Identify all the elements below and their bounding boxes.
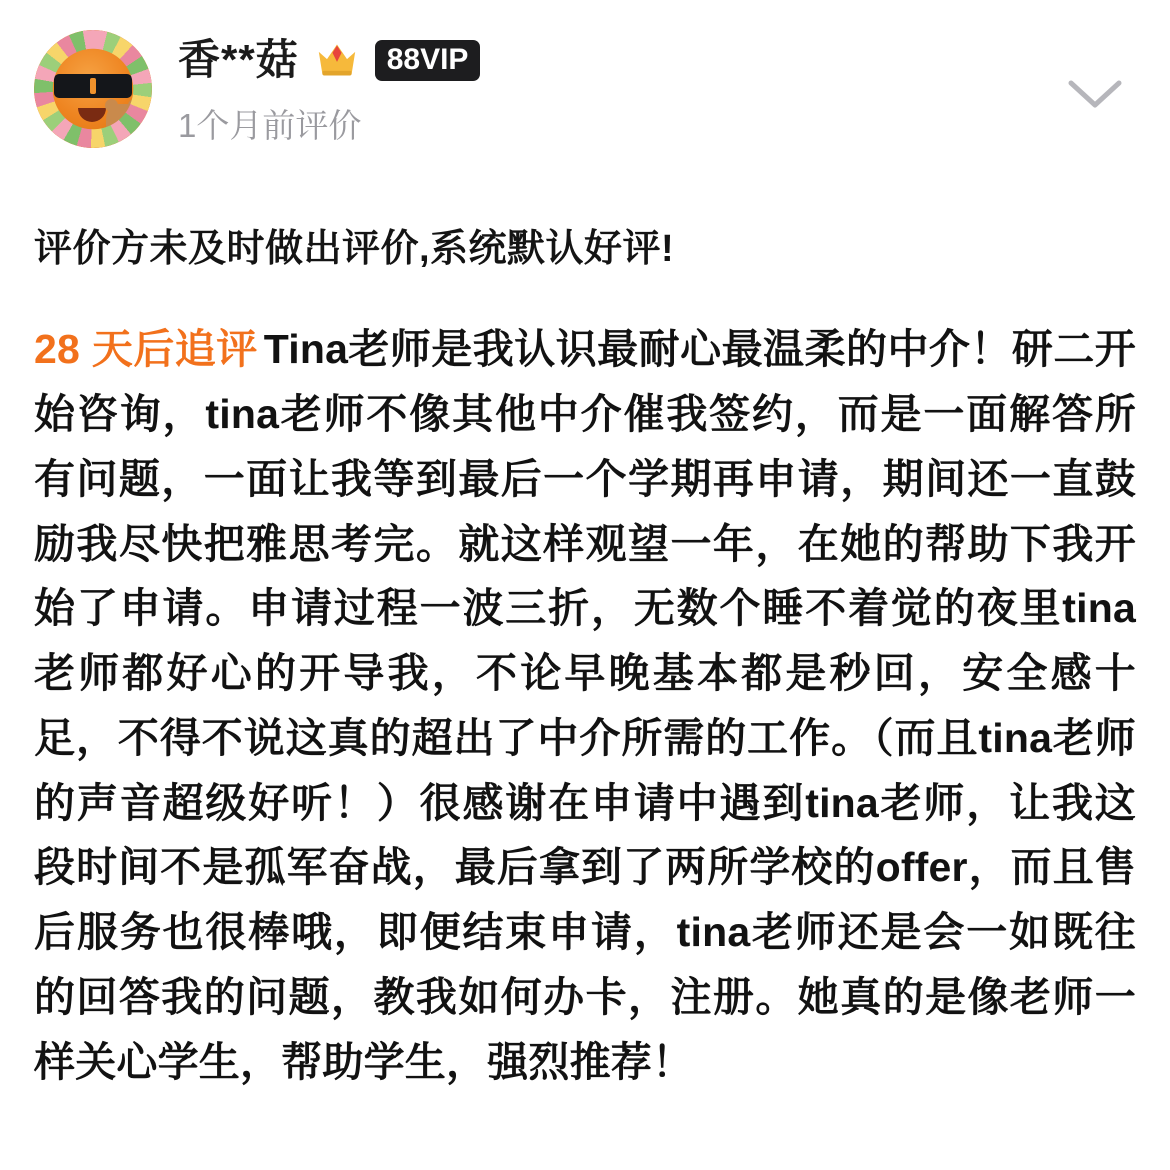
followup-tag-label: 28 天后追评: [34, 326, 258, 373]
review-header: [34, 30, 1136, 160]
name-row: [178, 36, 1136, 84]
review-body: [34, 160, 1136, 1094]
avatar[interactable]: [34, 30, 152, 148]
followup-comment-text: Tina老师是我认识最耐心最温柔的中介！研二开始咨询，tina老师不像其他中介催我签约，而是一面解答所有问题，一面让我等到最后一个学期再申请，期间还一直鼓励我尽快把雅思考完。就这样观望一年，在她的帮助下我开始了申请。申请过程一波三折，无数个睡不着觉的夜里tina老师都好心的开导我，不论早晚基本都是秒回，安全感十足，不得不说这真的超出了中介所需的工作。（而且tina老师的声音超级好听！）很感谢在申请中遇到tina老师，让我这段时间不是孤军奋战，最后拿到了两所学校的offer，而且售后服务也很棒哦，即便结束申请，tina老师还是会一如既往的回答我的问题，教我如何办卡，注册。她真的是像老师一样关心学生，帮助学生，强烈推荐！: [34, 326, 1136, 1085]
followup-comment: [34, 317, 1136, 1094]
chevron-down-icon: [1067, 78, 1123, 112]
initial-comment-text: 评价方未及时做出评价,系统默认好评!: [34, 228, 675, 270]
header-text: [178, 30, 1136, 147]
review-timestamp: 1个月前评价: [178, 107, 362, 145]
user-name: 香**菇: [178, 36, 299, 83]
floral-wreath-icon: [34, 30, 152, 148]
vip-badge: 88VIP: [375, 40, 481, 81]
collapse-toggle-button[interactable]: [1064, 64, 1126, 126]
crown-icon: [315, 40, 359, 80]
